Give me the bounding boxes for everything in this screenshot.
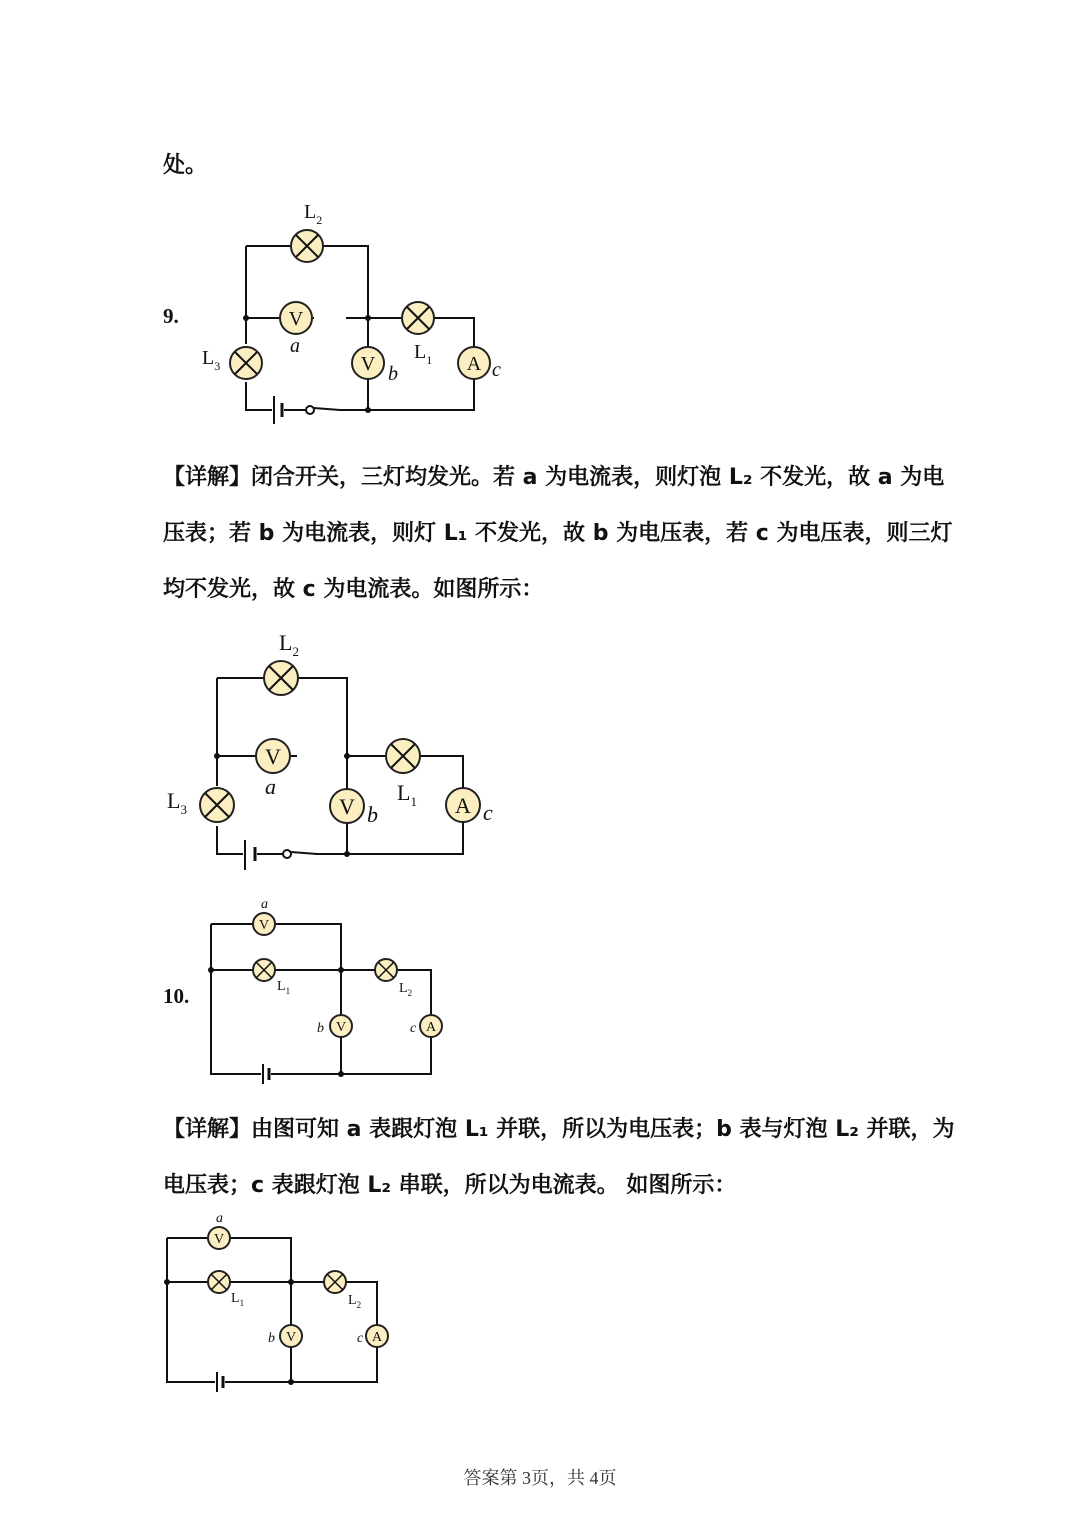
label-b-3: b	[317, 1021, 324, 1036]
svg-text:A: A	[425, 1020, 437, 1035]
svg-text:A: A	[455, 793, 471, 818]
label-l1: $L_1$	[414, 341, 433, 367]
label-l2-2: $L_2$	[279, 630, 299, 659]
label-b-2: b	[367, 802, 378, 827]
question-10-number: 10.	[163, 984, 190, 1008]
voltmeter-a-icon-4	[208, 1227, 230, 1249]
q9-explanation-line-2: 压表；若 b 为电流表，则灯 L₁ 不发光，故 b 为电压表，若 c 为电压表，则三灯	[163, 521, 953, 546]
svg-text:V: V	[213, 1232, 225, 1247]
svg-text:V: V	[360, 353, 376, 375]
label-l2-3: $L_2$	[399, 981, 413, 998]
label-l1-4: $L_1$	[231, 1291, 245, 1308]
label-c-3: c	[410, 1021, 417, 1036]
label-c-4: c	[357, 1331, 364, 1346]
label-a-3: a	[261, 897, 268, 912]
q9-explanation-line-1: 【详解】闭合开关，三灯均发光。若 a 为电流表，则灯泡 L₂ 不发光，故 a 为电	[163, 465, 945, 490]
label-a: a	[290, 335, 300, 357]
label-l2-4: $L_2$	[348, 1293, 362, 1310]
label-a-4: a	[216, 1211, 223, 1226]
svg-text:V: V	[285, 1330, 297, 1345]
q10-explanation-line-2: 电压表；c 表跟灯泡 L₂ 串联，所以为电流表。 如图所示：	[163, 1173, 737, 1198]
continuation-text: 处。	[163, 153, 208, 178]
label-c-2: c	[483, 800, 493, 825]
lamp-l2-icon-4	[324, 1271, 346, 1293]
page-footer: 答案第 3页，共 4页	[463, 1468, 617, 1488]
label-l1-2: $L_1$	[397, 780, 417, 809]
lamp-l1-icon-4	[208, 1271, 230, 1293]
q9-explanation-line-3: 均不发光，故 c 为电流表。如图所示：	[163, 577, 544, 602]
voltmeter-b-icon-4	[280, 1325, 302, 1347]
label-l1-3: $L_1$	[277, 979, 291, 996]
label-l3: $L_3$	[202, 347, 221, 373]
label-l3-2: $L_3$	[167, 788, 187, 817]
ammeter-c-icon-4	[366, 1325, 388, 1347]
svg-text:V: V	[258, 918, 270, 933]
label-l2: $L_2$	[304, 201, 323, 227]
label-b-4: b	[268, 1331, 275, 1346]
question-9-number: 9.	[163, 304, 179, 328]
label-b: b	[388, 363, 398, 385]
svg-text:A: A	[466, 353, 482, 375]
svg-text:A: A	[371, 1330, 383, 1345]
svg-text:V: V	[339, 794, 355, 819]
svg-text:V: V	[335, 1020, 347, 1035]
label-a-2: a	[265, 774, 276, 799]
svg-text:V: V	[288, 308, 304, 330]
svg-text:V: V	[265, 744, 281, 769]
label-c: c	[492, 359, 501, 381]
q10-explanation-line-1: 【详解】由图可知 a 表跟灯泡 L₁ 并联，所以为电压表；b 表与灯泡 L₂ 并联，为	[163, 1117, 955, 1142]
